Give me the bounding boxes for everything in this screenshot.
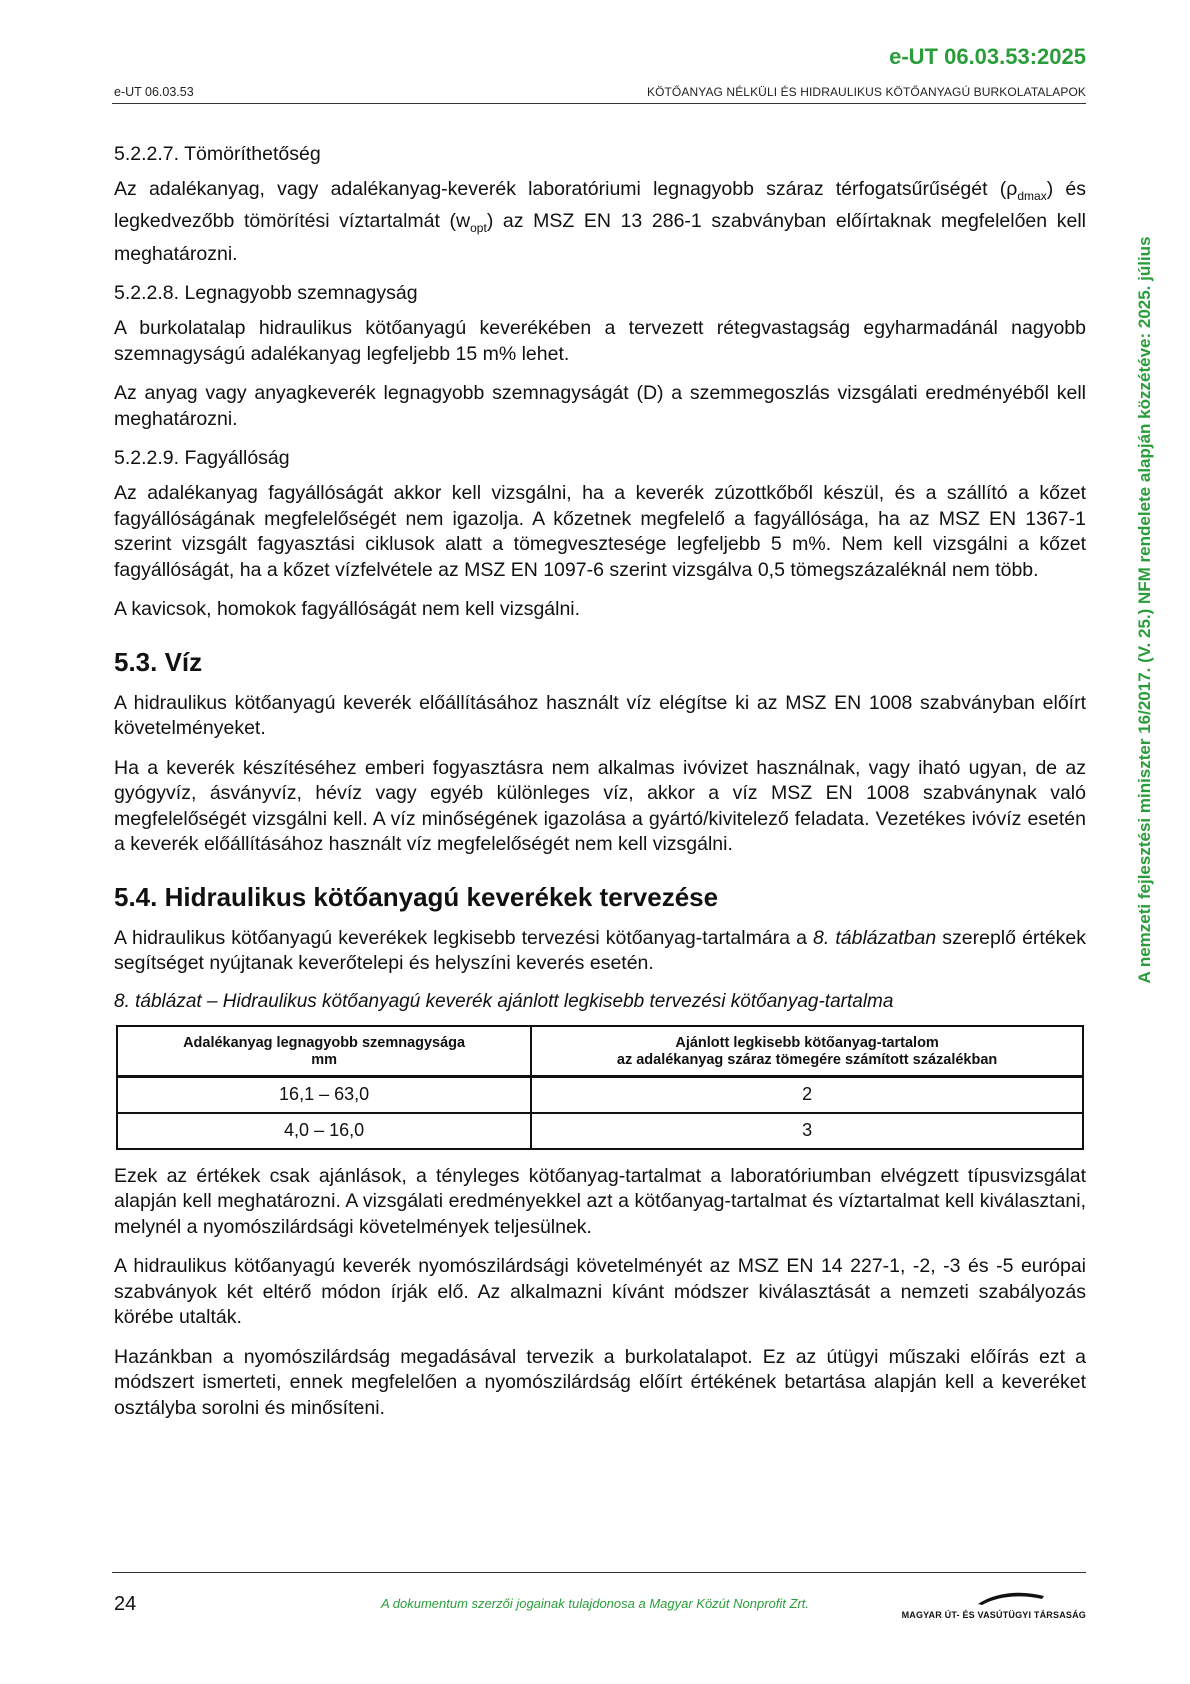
table-cell-value: 3 bbox=[531, 1113, 1083, 1149]
binder-content-table bbox=[116, 1025, 1084, 1150]
table-cell-value: 2 bbox=[531, 1076, 1083, 1113]
paragraph-frost-1: Az adalékanyag fagyállóságát akkor kell vizsgálni, ha a keverék zúzottkőből készül, és a szállító a kőzet fagyállóságának megfelelőségét nem igazolja. A kőzetnek megfelelő a fagyállósága, ha az MSZ EN 1367-1 szerint vizsgált fagyasztási ciklusok alatt a tömegvesztesége legfeljebb 5 m%. Nem kell vizsgálni a kőzet fagyállóságát, ha a kőzet vízfelvétele az MSZ EN 1097-6 szerint vizsgálva 0,5 tömegszázaléknál nem több. bbox=[114, 482, 1086, 581]
table-cell-range: 4,0 – 16,0 bbox=[117, 1113, 531, 1149]
table-reference: 8. táblázatban bbox=[813, 926, 937, 949]
paragraph-water-2: Ha a keverék készítéséhez emberi fogyasztásra nem alkalmas ivóvizet használnak, vagy iható ugyan, de az gyógyvíz, ásványvíz, hévíz vagy egyéb különleges víz, akkor a víz MSZ EN 1008 szabványnak való megfelelőségét vizsgálni kell. A víz minőségének igazolása a gyártó/kivitelező feladata. Vezetékes ivóvíz esetén a keverék előállításához használt víz megfelelőségét nem kell vizsgálni. bbox=[114, 756, 1086, 856]
society-logo bbox=[901, 1590, 1086, 1620]
table-row bbox=[117, 1076, 1083, 1113]
page-number: 24 bbox=[114, 1593, 137, 1615]
paragraph-max-grain-1: A burkolatalap hidraulikus kötőanyagú keverékében a tervezett rétegvastagság egyharmadánál nagyobb szemnagyságú adalékanyag legfeljebb 15 m% lehet. bbox=[114, 317, 1086, 365]
running-header-doc-id: e-UT 06.03.53 bbox=[114, 85, 194, 99]
table-header-binder-content: Ajánlott legkisebb kötőanyag-tartalom az adalékanyag száraz tömegére számított százalékban bbox=[531, 1026, 1083, 1077]
paragraph-design-2: Ezek az értékek csak ajánlások, a tényleges kötőanyag-tartalmat a laboratóriumban elvégzett típusvizsgálat alapján kell meghatározni. A vizsgálati eredményekkel azt a kötőanyag-tartalmat és víztartalmat kell kiválasztani, melynél a nyomószilárdsági követelmények teljesülnek. bbox=[114, 1164, 1086, 1238]
paragraph-design-1: A hidraulikus kötőanyagú keverékek legkisebb tervezési kötőanyag-tartalmára a 8. táblázatban szereplő értékek segítséget nyújtanak keverőtelepi és helyszíni keverés esetén. bbox=[114, 926, 1087, 975]
running-header-title: KÖTŐANYAG NÉLKÜLI ÉS HIDRAULIKUS KÖTŐANYAGÚ BURKOLATALAPOK bbox=[646, 85, 1086, 99]
paragraph-design-4: Hazánkban a nyomószilárdság megadásával tervezik a burkolatalapot. Ez az útügyi műszaki előírás ezt a módszert ismerteti, ennek megfelelően a nyomószilárdság előírt értékének betartása alapján kell a keveréket osztályba sorolni és minősíteni. bbox=[114, 1345, 1086, 1419]
paragraph-design-3: A hidraulikus kötőanyagú keverék nyomószilárdsági követelményét az MSZ EN 14 227-1, -2, -3 és -5 európai szabványok két eltérő módon írják elő. Az alkalmazni kívánt módszer kiválasztását a nemzeti szabályozás körébe utalták. bbox=[114, 1255, 1086, 1329]
paragraph-max-grain-2: Az anyag vagy anyagkeverék legnagyobb szemnagyságát (D) a szemmegoszlás vizsgálati eredményéből kell meghatározni. bbox=[114, 382, 1086, 430]
paragraph-compactability: Az adalékanyag, vagy adalékanyag-keverék laboratóriumi legnagyobb száraz térfogatsűrűségét $(\rho_{dmax})$ és legkedvezőbb tömörítési víztartalmát $(w_{opt})$ az MSZ EN 13 286-1 szabványban előírtaknak megfelelően kell meghatározni. bbox=[114, 178, 1086, 265]
heading-5-3: 5.3. Víz bbox=[114, 646, 203, 677]
paragraph-frost-2: A kavicsok, homokok fagyállóságát nem kell vizsgálni. bbox=[114, 598, 581, 621]
logo-text: MAGYAR ÚT- ÉS VASÚTÜGYI TÁRSASÁG bbox=[901, 1610, 1086, 1620]
table-cell-range: 16,1 – 63,0 bbox=[117, 1076, 531, 1113]
document-id-top: e-UT 06.03.53:2025 bbox=[889, 44, 1086, 69]
heading-5-2-2-9: 5.2.2.9. Fagyállóság bbox=[114, 447, 290, 470]
table-row bbox=[117, 1113, 1083, 1149]
table-caption: 8. táblázat – Hidraulikus kötőanyagú keverék ajánlott legkisebb tervezési kötőanyag-tartalma bbox=[114, 990, 894, 1012]
header-divider bbox=[112, 103, 1086, 104]
footer-divider bbox=[112, 1572, 1086, 1573]
page-content bbox=[114, 142, 1086, 1435]
side-publication-note bbox=[1130, 165, 1160, 1055]
paragraph-water-1: A hidraulikus kötőanyagú keverék előállításához használt víz elégítse ki az MSZ EN 1008 szabványban előírt követelményeket. bbox=[114, 691, 1086, 740]
heading-5-4: 5.4. Hidraulikus kötőanyagú keverékek tervezése bbox=[114, 881, 719, 912]
side-publication-note-text: A nemzeti fejlesztési miniszter 16/2017. (V. 25.) NFM rendelete alapján közzétéve: 2025. július bbox=[1135, 236, 1154, 984]
heading-5-2-2-7: 5.2.2.7. Tömöríthetőség bbox=[114, 143, 321, 165]
table-header-grain-size: Adalékanyag legnagyobb szemnagysága mm bbox=[117, 1026, 531, 1077]
rail-swoosh-icon bbox=[976, 1590, 1046, 1606]
heading-5-2-2-8: 5.2.2.8. Legnagyobb szemnagyság bbox=[114, 282, 418, 305]
copyright-notice: A dokumentum szerzői jogainak tulajdonosa a Magyar Közút Nonprofit Zrt. bbox=[380, 1596, 809, 1611]
